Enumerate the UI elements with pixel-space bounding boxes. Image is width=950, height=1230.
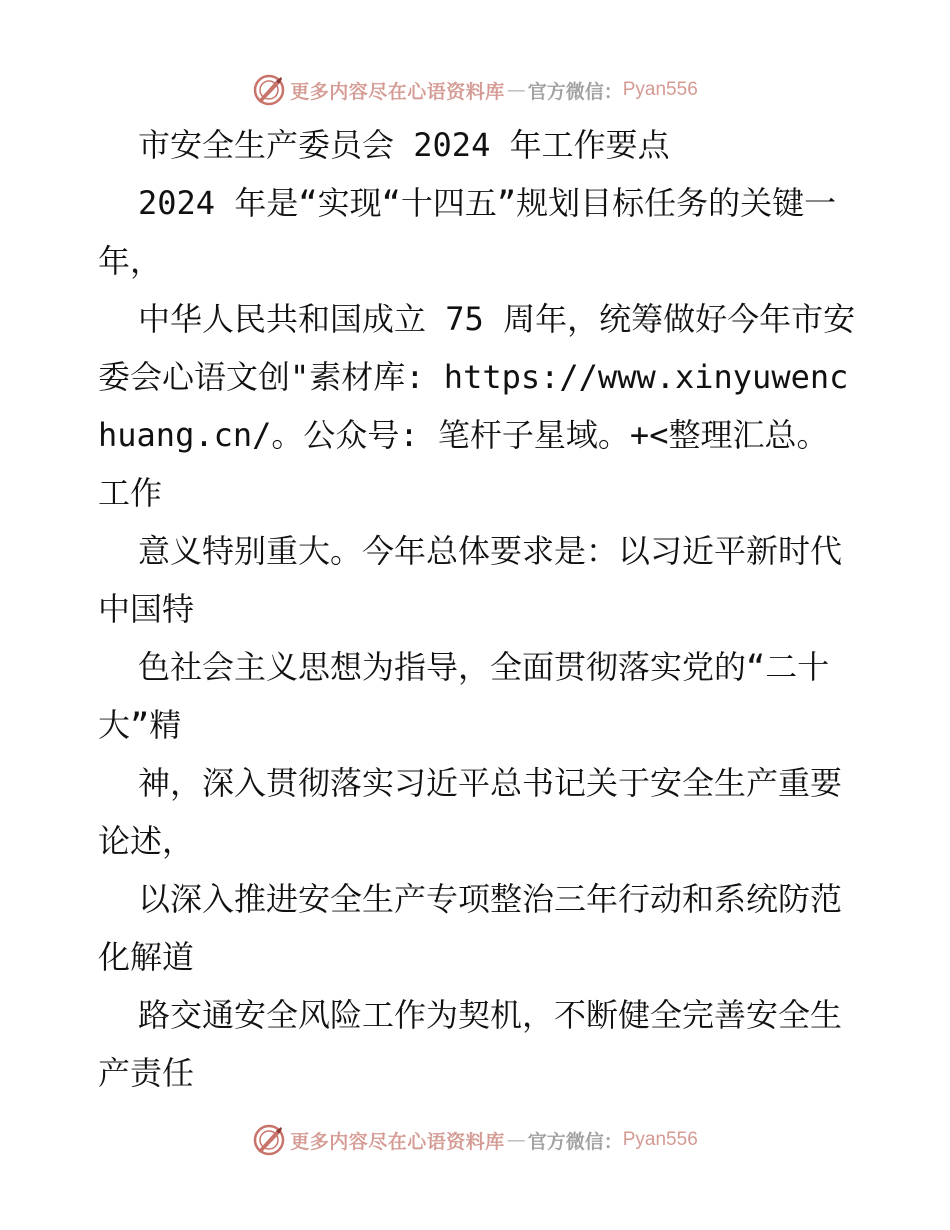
header-watermark xyxy=(0,70,950,110)
watermark-text: 更多内容尽在心语资料库 xyxy=(290,80,505,103)
wechat-id: Pyan556 xyxy=(622,79,698,100)
doc-title: 市安全生产委员会 2024 年工作要点 xyxy=(138,126,670,164)
doc-paragraph: 路交通安全风险工作为契机，不断健全完善安全生产责任 xyxy=(98,996,843,1092)
footer-watermark xyxy=(0,1120,950,1160)
doc-paragraph: 以深入推进安全生产专项整治三年行动和系统防范化解道 xyxy=(98,880,843,976)
brand-logo-icon xyxy=(252,1123,286,1157)
watermark-text: 更多内容尽在心语资料库 xyxy=(290,1130,505,1153)
doc-paragraph: 色社会主义思想为指导，全面贯彻落实党的“二十大”精 xyxy=(98,648,830,744)
watermark-separator: — xyxy=(506,79,526,101)
doc-paragraph: 意义特别重大。今年总体要求是：以习近平新时代中国特 xyxy=(98,532,843,628)
wechat-label: 官方微信： xyxy=(527,80,623,103)
doc-paragraph: 神，深入贯彻落实习近平总书记关于安全生产重要论述， xyxy=(98,764,843,860)
wechat-id: Pyan556 xyxy=(622,1129,698,1150)
wechat-label: 官方微信： xyxy=(527,1130,623,1153)
brand-logo-icon xyxy=(252,73,286,107)
document-body xyxy=(98,116,858,1102)
doc-paragraph: 中华人民共和国成立 75 周年，统筹做好今年市安委会心语文创"素材库: https://www.xinyuwenchuang.cn/。公众号: 笔杆子星域。+<整理汇总。工作 xyxy=(98,300,856,512)
watermark-separator: — xyxy=(506,1129,526,1151)
doc-paragraph: 2024 年是“实现“十四五”规划目标任务的关键一年， xyxy=(98,184,837,280)
